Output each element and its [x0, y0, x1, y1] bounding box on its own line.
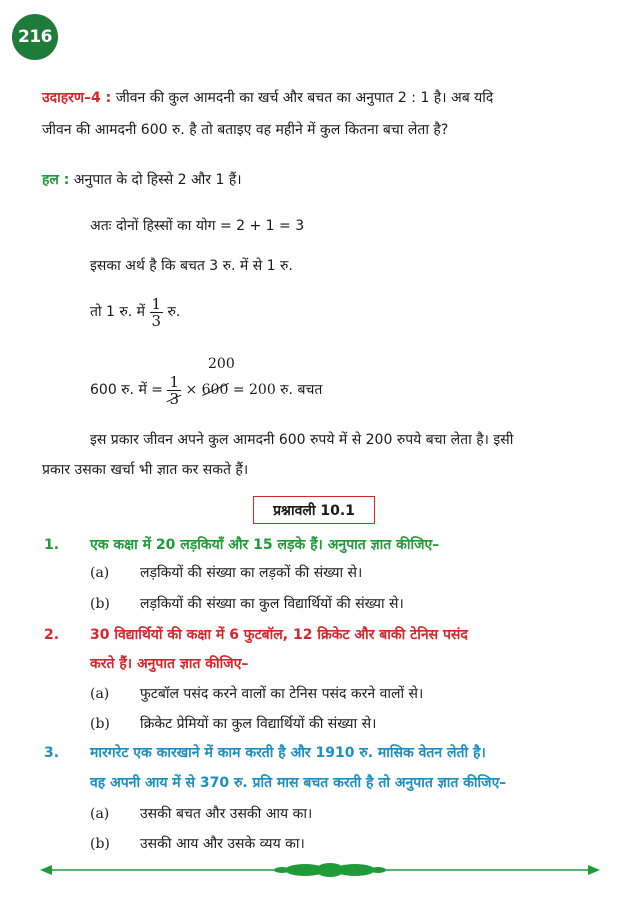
conclusion-line-1: इस प्रकार जीवन अपने कुल आमदनी 600 रुपये में से 200 रुपये बचा लेता है। इसी	[90, 432, 514, 448]
question-3-number: 3.	[44, 745, 60, 761]
fraction-denominator: 3	[151, 311, 162, 330]
example-text-2: जीवन की आमदनी 600 रु. है तो बताइए वह महीने में कुल कितना बचा लेता है?	[42, 122, 449, 138]
question-1-option-a-text: लड़कियों की संख्या का लड़कों की संख्या से।	[140, 565, 363, 581]
solution-text-2: अतः दोनों हिस्सों का योग = 2 + 1 = 3	[90, 218, 305, 234]
fraction-one-third	[150, 296, 164, 329]
solution-text-1: अनुपात के दो हिस्से 2 और 1 हैं।	[73, 172, 242, 188]
page-number-badge: 216	[12, 14, 58, 60]
question-3-option-a-text: उसकी बचत और उसकी आय का।	[140, 806, 313, 822]
question-2-option-b-label: (b)	[90, 716, 110, 732]
question-2-text-1: 30 विद्यार्थियों की कक्षा में 6 फुटबॉल, 12 क्रिकेट और बाकी टेनिस पसंद	[90, 627, 468, 643]
solution-text-3: इसका अर्थ है कि बचत 3 रु. में से 1 रु.	[90, 258, 293, 274]
conclusion-line-2: प्रकार उसका खर्चा भी ज्ञात कर सकते हैं।	[42, 462, 249, 478]
line5-suffix: = 200 रु. बचत	[232, 382, 323, 398]
fraction-one-third-cancelled	[167, 374, 181, 407]
line4-suffix: रु.	[167, 304, 181, 320]
fraction2-denominator: 3	[169, 389, 179, 408]
line5-prefix: 600 रु. में =	[90, 382, 163, 398]
fraction2-numerator: 1	[169, 372, 179, 391]
times-sign: ×	[185, 382, 198, 398]
fraction-numerator: 1	[151, 294, 162, 313]
exercise-title: प्रश्नावली 10.1	[273, 502, 355, 519]
solution-line-4	[90, 294, 180, 330]
decorative-divider	[40, 858, 600, 882]
question-1-number: 1.	[44, 537, 60, 553]
example-label: उदाहरण–4 :	[42, 90, 112, 106]
question-1-option-b-label: (b)	[90, 596, 110, 612]
example-line-1	[42, 88, 493, 108]
question-2-option-a-text: फुटबॉल पसंद करने वालों का टेनिस पसंद करने वालों से।	[140, 686, 424, 702]
example-text-1: जीवन की कुल आमदनी का खर्च और बचत का अनुपात 2 : 1 है। अब यदि	[115, 90, 494, 106]
question-3-text-2: वह अपनी आय में से 370 रु. प्रति मास बचत करती है तो अनुपात ज्ञात कीजिए–	[90, 775, 507, 791]
question-2-option-a-label: (a)	[90, 686, 110, 702]
solution-line-5	[90, 372, 322, 408]
question-3-option-b-text: उसकी आय और उसके व्यय का।	[140, 836, 305, 852]
question-3-option-a-label: (a)	[90, 806, 110, 822]
cancel-result: 200	[208, 356, 235, 372]
question-1-option-b-text: लड़कियों की संख्या का कुल विद्यार्थियों की संख्या से।	[140, 596, 404, 612]
question-2-text-2: करते हैं। अनुपात ज्ञात कीजिए–	[90, 656, 249, 672]
struck-value: 600	[201, 382, 229, 398]
question-3-text-1: मारगरेट एक कारखाने में काम करती है और 1910 रु. मासिक वेतन लेती है।	[90, 745, 486, 761]
line4-prefix: तो 1 रु. में	[90, 304, 146, 320]
question-2-option-b-text: क्रिकेट प्रेमियों का कुल विद्यार्थियों की संख्या से।	[140, 716, 377, 732]
question-1-text: एक कक्षा में 20 लड़कियाँ और 15 लड़के हैं। अनुपात ज्ञात कीजिए–	[90, 537, 440, 553]
question-2-number: 2.	[44, 627, 60, 643]
solution-label: हल :	[42, 172, 70, 188]
exercise-title-box	[253, 496, 375, 524]
solution-line-1	[42, 170, 242, 190]
question-1-option-a-label: (a)	[90, 565, 110, 581]
question-3-option-b-label: (b)	[90, 836, 110, 852]
